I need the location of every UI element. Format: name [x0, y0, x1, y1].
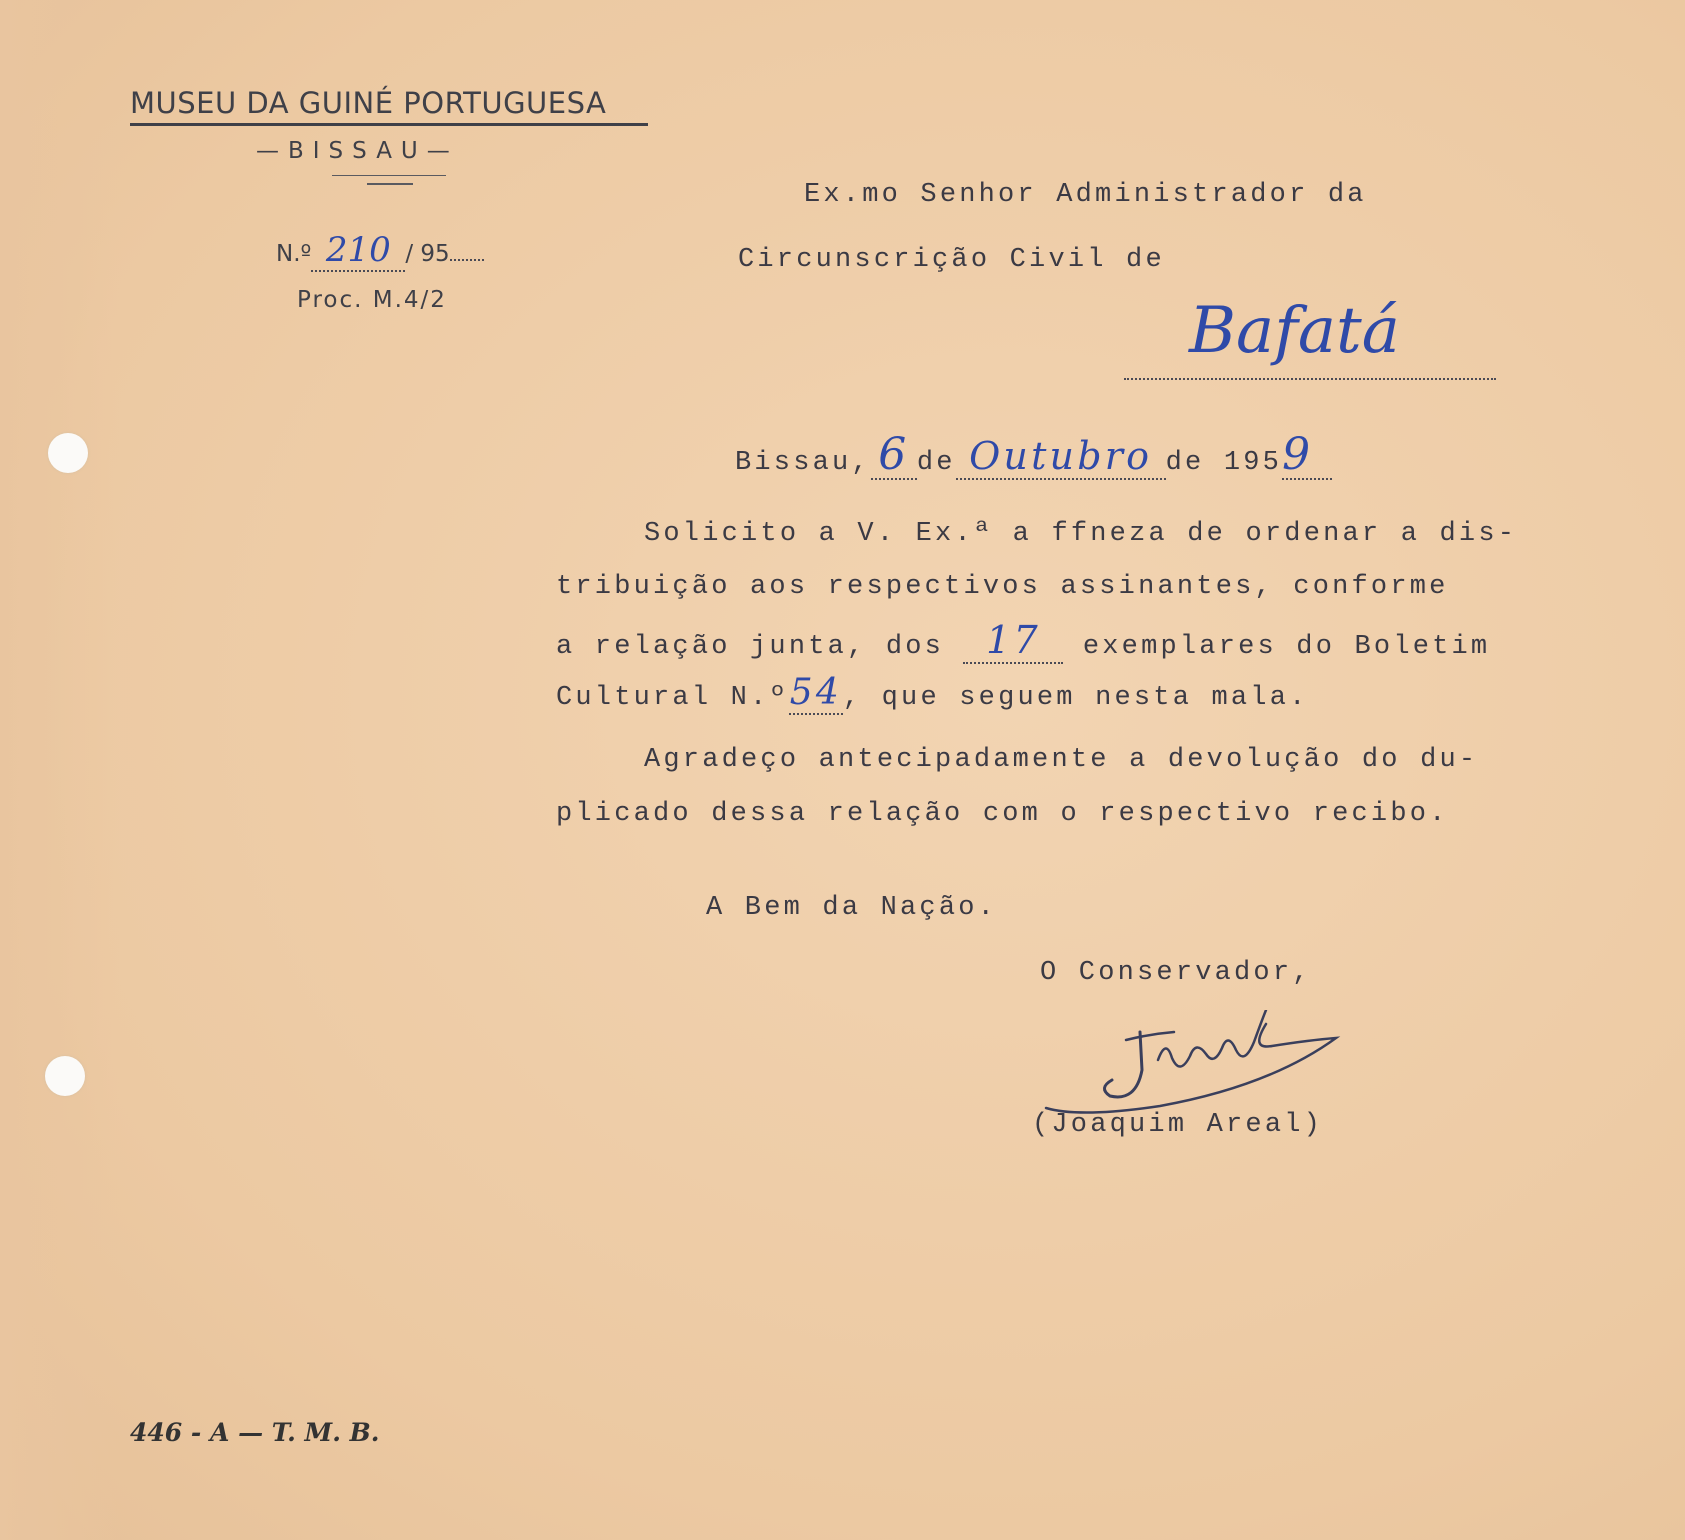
date-line — [735, 429, 1332, 480]
body-p1-line-3 — [556, 618, 1491, 664]
signatory-name: (Joaquim Areal) — [1032, 1110, 1324, 1140]
reference-number — [276, 230, 484, 272]
reference-number-handwritten: 210 — [325, 230, 391, 270]
museum-name: MUSEU DA GUINÉ PORTUGUESA — [130, 86, 607, 120]
body-p1-line-3-a: a relação junta, dos — [556, 632, 945, 662]
process-reference: Proc. M.4/2 — [297, 287, 447, 313]
body-p2-line-2: plicado dessa relação com o respectivo recibo. — [556, 799, 1449, 829]
date-de-2: de 195 — [1165, 448, 1283, 478]
letterhead-city: —BISSAU— — [256, 138, 459, 164]
museum-underline — [130, 123, 648, 126]
date-month-handwritten: Outubro — [969, 434, 1153, 478]
form-code: 446 - A — T. M. B. — [130, 1418, 380, 1447]
body-p1-line-3-b: exemplares do Boletim — [1082, 632, 1491, 662]
addressee-place-handwritten: Bafatá — [1189, 294, 1400, 368]
signatory-title: O Conservador, — [1040, 958, 1312, 988]
date-day-handwritten: 6 — [878, 429, 910, 480]
reference-number-prefix: N.º — [276, 241, 312, 267]
paper-edge-shade — [0, 0, 120, 1540]
body-p2-line-1: Agradeço antecipadamente a devolução do du- — [644, 745, 1479, 775]
date-year-digit-handwritten: 9 — [1282, 429, 1314, 480]
body-p1-line-2: tribuição aos respectivos assinantes, conforme — [556, 572, 1449, 602]
bulletin-number-handwritten: 54 — [789, 672, 842, 713]
handwritten-signature — [1040, 1010, 1360, 1120]
punch-hole-top — [48, 433, 88, 473]
addressee-place — [1124, 294, 1496, 380]
addressee-place-dotted-line — [1124, 378, 1496, 380]
letterhead-city-text: BISSAU — [288, 138, 427, 164]
body-p1-line-4-a: Cultural N.º — [556, 683, 789, 713]
city-underline — [332, 175, 446, 176]
city-underline-short — [367, 183, 413, 185]
punch-hole-bottom — [45, 1056, 85, 1096]
reference-number-suffix: / 95 — [405, 241, 450, 267]
body-p1-line-1: Solicito a V. Ex.ª a ffneza de ordenar a dis- — [644, 519, 1518, 549]
body-p1-line-4-b: , que seguem nesta mala. — [842, 683, 1309, 713]
addressee-line-1: Ex.mo Senhor Administrador da — [804, 180, 1367, 210]
addressee-line-2: Circunscrição Civil de — [738, 245, 1165, 275]
body-p1-line-4 — [556, 672, 1309, 715]
copies-count-handwritten: 17 — [986, 618, 1041, 662]
closing-salutation: A Bem da Nação. — [706, 893, 998, 923]
date-de-1: de — [916, 448, 956, 478]
date-prefix: Bissau, — [735, 448, 871, 478]
